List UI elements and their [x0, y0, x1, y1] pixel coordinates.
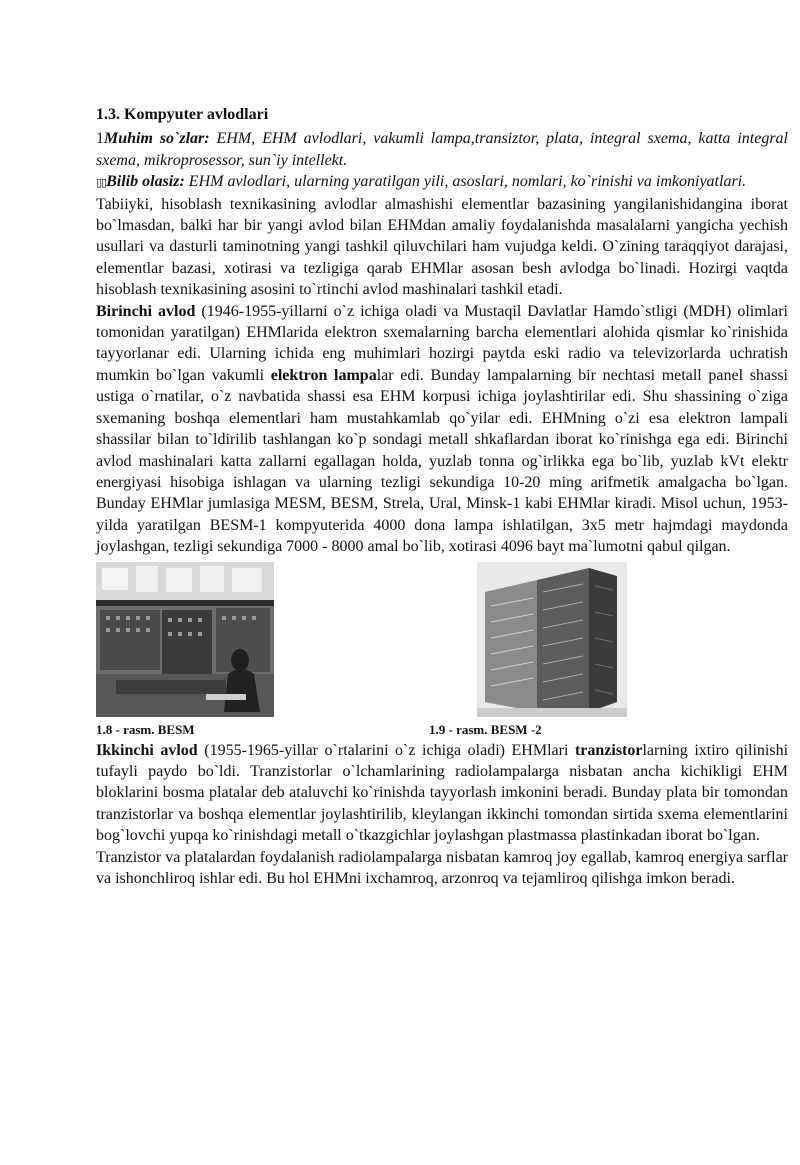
keywords-label: Muhim so`zlar: [104, 130, 210, 148]
document-page [96, 104, 788, 889]
missing-glyph-icon: ▯▯ [96, 176, 107, 190]
gen1-paragraph [96, 301, 788, 558]
figures-row [96, 562, 788, 720]
figure-captions [96, 720, 788, 740]
gen1-bold: elektron lampa [270, 366, 377, 384]
intro-paragraph: Tabiiyki, hisoblash texnikasining avlodlar almashishi elementlar bazasining yangilanishidangina iborat bo`lmasdan, balki har bir yangi avlod bilan EHMdan amaliy foydalanishda masalalarni yangicha yechish usullari va dasturli taminotning yangi tashkil qiluvchilari ham vujudga keldi. O`zining taraqqiyot darajasi, elementlar bazasi, xotirasi va tezligiga qarab EHMlar asosan besh avlodga bo`linadi. Hozirgi vaqtda hisoblash texnikasining asosini to`rtinchi avlod mashinalari tashkil etadi. [96, 195, 788, 299]
gen1-label: Birinchi avlod [96, 302, 196, 320]
gen2-label: Ikkinchi avlod [96, 741, 198, 759]
figure-caption-besm2: 1.9 - rasm. BESM -2 [429, 721, 542, 737]
gen1-text-b: lar edi. Bunday lampalarning bir nechtasi metall panel shassi ustiga o`rnatilar, o`z navbatida shassi esa EHM korpusi ichiga joylashtirilar edi. Shu shassining o`ziga sxemaning boshqa elementlari ham mustahkamlab qo`yilar edi. EHMning o`zi esa elektron lampali shassilar bilan to`ldirilib tashlangan ko`p sondagi metall shkaflardan iborat ko`rinishga ega edi. Birinchi avlod mashinalari katta zallarni egallagan holda, yuzlab tonna og`irlikka ega bo`lib, yuzlab kVt elektr energiyasi hisobiga ishlagan va ularning tezligi sekundiga 10-20 ming arifmetik amalgacha bo`lgan. Bunday EHMlar jumlasiga MESM, BESM, Strela, Ural, Minsk-1 kabi EHMlar kiradi. Misol uchun, 1953-yilda yaratilgan BESM-1 kompyuterida 4000 dona lampa ishlatilgan, 3x5 metr hajmdagi maydonda joylashgan, tezligi sekundiga 7000 - 8000 amal bo`lib, xotirasi 4096 bayt ma`lumotni qabul qilgan. [96, 366, 788, 556]
gen2-bold: tranzistor [574, 741, 643, 759]
keywords-paragraph [96, 128, 788, 171]
section-title: 1.3. Kompyuter avlodlari [96, 106, 269, 123]
know-label: Bilib olasiz: [106, 173, 185, 191]
gen1-text-a: (1946-1955-yillarni o`z ichiga oladi va Mustaqil Davlatlar Hamdo`stligi (MDH) olimlari tomonidan yaratilgan) EHMlarida elektron sxemalarning barcha elementlari alohida qismlar ko`rinishida tayyorlanar edi. Ularning ichida eng muhimlari hozirgi paytda eski radio va televizorlarda uchratish mumkin bo`lgan vakumli [96, 302, 789, 384]
gen2-text-a: (1955-1965-yillar o`rtalarini o`z ichiga oladi) EHMlari [197, 741, 575, 759]
closing-paragraph: Tranzistor va platalardan foydalanish radiolampalarga nisbatan kamroq joy egallab, kamroq energiya sarflar va ishonchliroq ishlar edi. Bu hol EHMni ixchamroq, arzonroq va tejamliroq qilishga imkon beradi. [96, 848, 788, 887]
besm2-photo [477, 562, 627, 717]
figure-caption-besm: 1.8 - rasm. BESM [96, 721, 195, 737]
keywords-prefix: 1 [96, 130, 104, 148]
besm-photo [96, 562, 274, 717]
gen2-text-b: larning ixtiro qilinishi tufayli paydo bo`ldi. Tranzistorlar o`lchamlarining radiolampalarga nisbatan ancha kichikligi EHM bloklarini bosma platalar deb ataluvchi ko`rinishda tayyorlash imkonini beradi. Bunday plata bir tomondan tranzistorlar va boshqa elementlar joylashtirilib, kleylangan ikkinchi tomondan sirtida sxema elementlarini bog`lovchi yupqa ko`rinishdagi metall o`tkazgichlar joylashgan plastmassa plastinkadan iborat bo`lgan. [96, 741, 789, 845]
gen2-paragraph [96, 740, 788, 847]
know-text: EHM avlodlari, ularning yaratilgan yili, asoslari, nomlari, ko`rinishi va imkoniyatlari. [184, 173, 747, 191]
know-paragraph [96, 171, 788, 193]
keywords-text: EHM, EHM avlodlari, vakumli lampa,transiztor, plata, integral sxema, katta integral sxema, mikroprosessor, sun`iy intellekt. [96, 130, 788, 169]
